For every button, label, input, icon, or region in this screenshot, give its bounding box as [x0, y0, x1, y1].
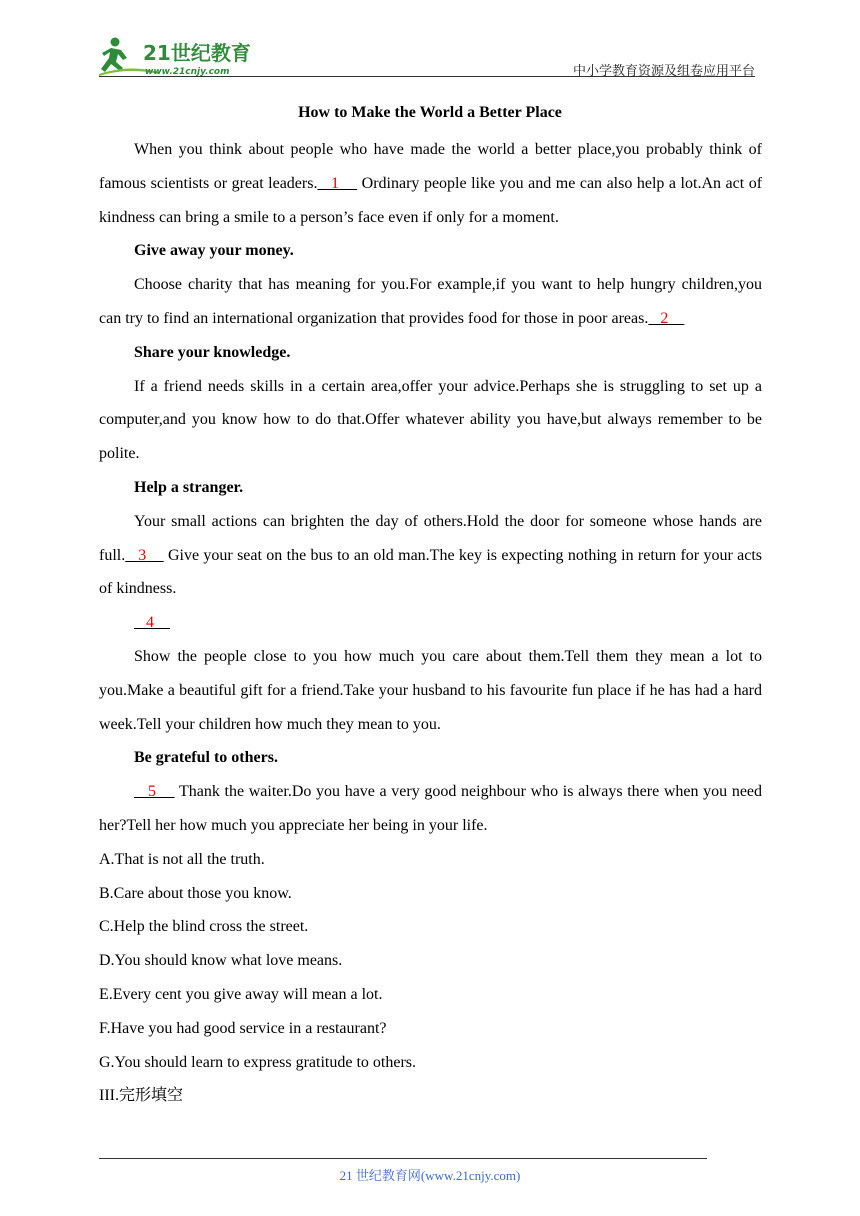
page-header: [99, 30, 755, 78]
paragraph-charity: [99, 268, 762, 336]
paragraph-knowledge: If a friend needs skills in a certain area,offer your advice.Perhaps she is struggling to set up a computer,and you know how to do that.Offer whatever ability you have,but always remember to be polite.: [99, 377, 762, 463]
option-b: B.Care about those you know.: [99, 884, 292, 902]
header-platform-text: 中小学教育资源及组卷应用平台: [572, 63, 755, 78]
footer-link[interactable]: 21 世纪教育网(www.21cnjy.com): [339, 1168, 521, 1183]
option-g: G.You should learn to express gratitude to others.: [99, 1053, 416, 1071]
paragraph-text: Your small actions can brighten the day of others.Hold the door for someone whose hands are full.: [99, 512, 762, 564]
blank-2: [648, 310, 684, 327]
option-d: D.You should know what love means.: [99, 952, 343, 970]
paragraph-text: Give your seat on the bus to an old man.The key is expecting nothing in return for your acts of kindness.: [99, 546, 763, 598]
heading-share-knowledge: Share your knowledge.: [134, 343, 291, 361]
option-a: A.That is not all the truth.: [99, 850, 265, 868]
option-e: E.Every cent you give away will mean a lot.: [99, 985, 383, 1003]
option-f: F.Have you had good service in a restaurant?: [99, 1019, 387, 1037]
section-heading: III.完形填空: [99, 1087, 183, 1105]
paragraph-grateful: [99, 775, 762, 843]
paragraph-text: Thank the waiter.Do you have a very good neighbour who is always there when you need her?Tell her how much you appreciate her being in your life.: [99, 783, 763, 834]
logo-main-text: 21世纪教育: [143, 41, 251, 65]
logo-sub-text: www.21cnjy.com: [145, 67, 230, 77]
paragraph-stranger: [99, 505, 762, 606]
passage-body: [99, 133, 762, 1113]
heading-give-money: Give away your money.: [134, 242, 294, 260]
blank-4: [134, 614, 170, 631]
paragraph-intro: [99, 133, 762, 234]
paragraph-text: Ordinary people like you and me can also help a lot.An act of kindness can bring a smile to a person’s face even if only for a moment.: [99, 174, 763, 226]
paragraph-care: Show the people close to you how much you care about them.Tell them they mean a lot to you.Make a beautiful gift for a friend.Take your husband to his favourite fun place if he has had a hard week.Tell your children how much they mean to you.: [99, 647, 762, 733]
logo-21cnjy: [99, 34, 269, 78]
passage-title: How to Make the World a Better Place: [298, 104, 562, 121]
blank-number: 3: [138, 546, 147, 564]
blank-number: 2: [660, 309, 669, 327]
blank-1: [317, 175, 357, 192]
footer-divider: [99, 1158, 707, 1159]
paragraph-text: When you think about people who have made the world a better place,you probably think of famous scientists or great leaders.: [99, 141, 762, 192]
blank-3: [125, 547, 163, 564]
heading-blank-4: [99, 606, 762, 640]
blank-number: 1: [331, 174, 340, 192]
header-divider: [99, 76, 755, 77]
option-c: C.Help the blind cross the street.: [99, 918, 309, 936]
heading-help-stranger: Help a stranger.: [134, 478, 244, 496]
blank-number: 5: [147, 783, 156, 801]
blank-5: [134, 783, 175, 800]
heading-be-grateful: Be grateful to others.: [134, 749, 278, 767]
blank-number: 4: [146, 614, 154, 632]
paragraph-text: Choose charity that has meaning for you.For example,if you want to help hungry children,you can try to find an international organization that provides food for those in poor areas.: [99, 276, 762, 327]
